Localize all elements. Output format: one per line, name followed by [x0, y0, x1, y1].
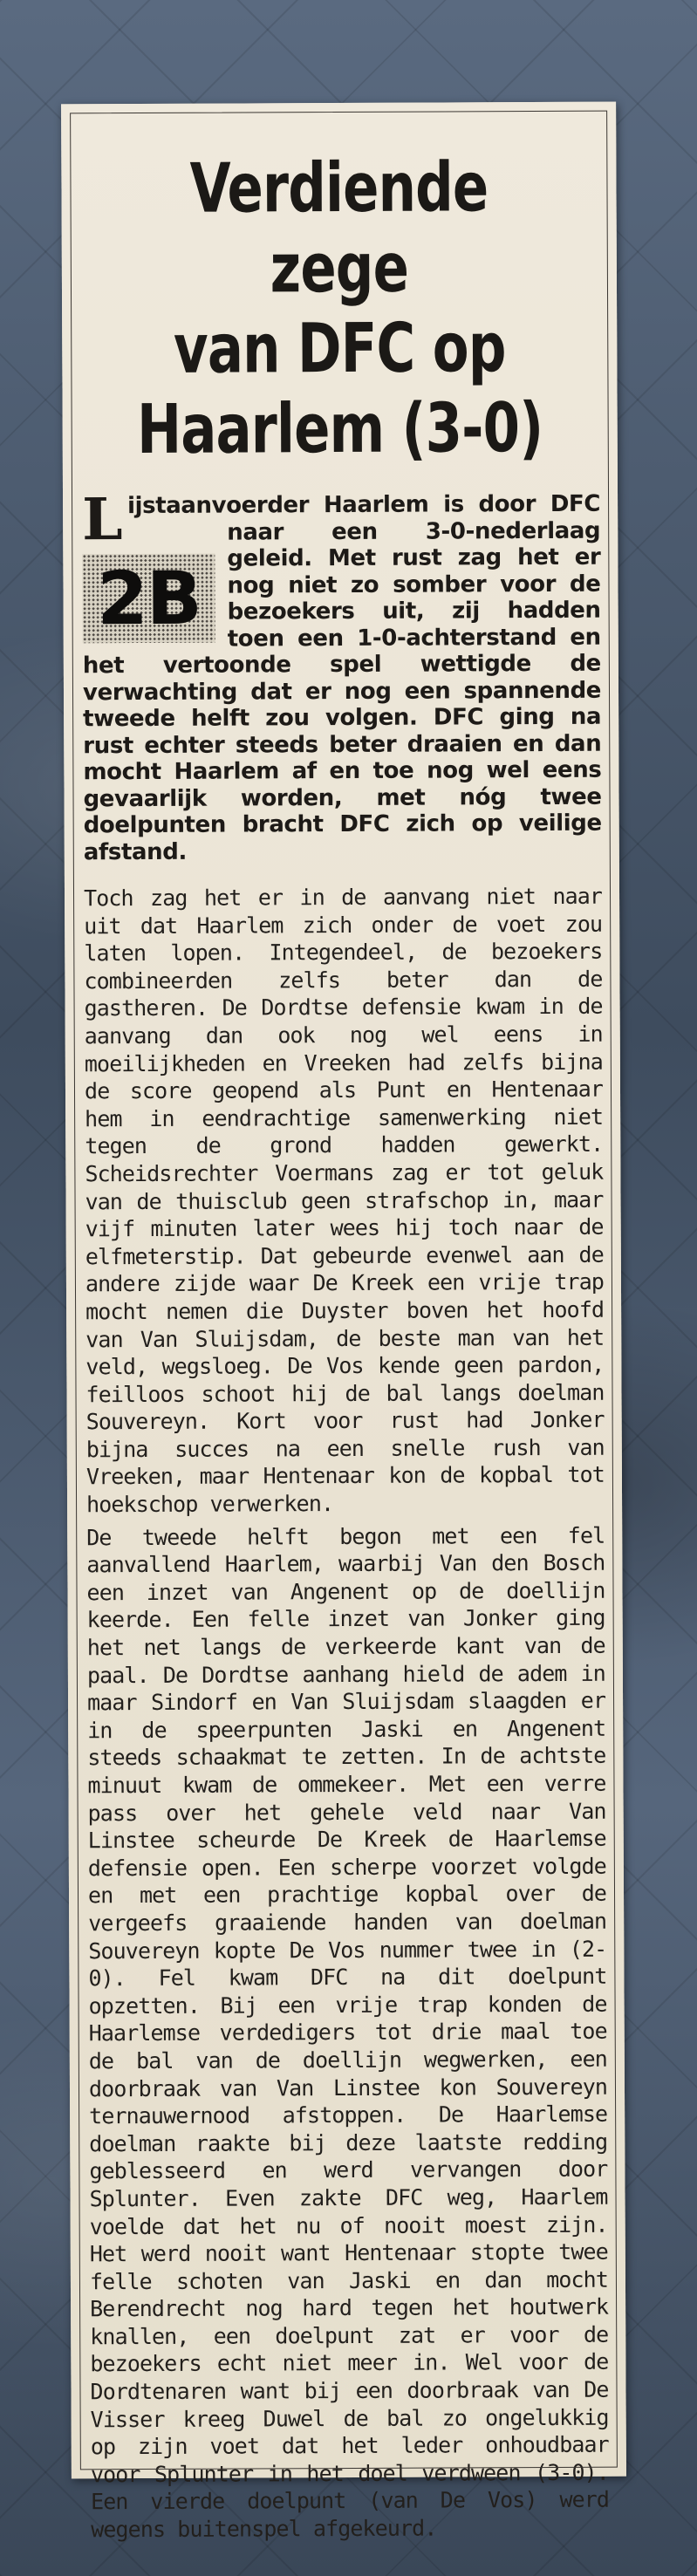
lead-text: ijstaanvoerder Haarlem is door DFC naar een 3-0-nederlaag geleid. Met rust zag het er nog niet zo somber voor de bezoekers uit, zij hadden toen een 1-0-achterstand en het vertoonde spel wettigde de verwachting dat er nog een spannende tweede helft zou volgen. DFC ging na rust echter steeds beter draaien en dan mocht Haarlem af en toe nog wel eens gevaarlijk worden, met nóg twee doelpunten bracht DFC zich op veilige afstand. — [82, 490, 602, 865]
headline-line-1: Verdiende zege — [189, 148, 489, 309]
headline-line-3: Haarlem (3-0) — [136, 388, 543, 470]
newspaper-clipping — [61, 102, 626, 2543]
headline-line-2: van DFC op — [173, 309, 506, 389]
lead-paragraph — [81, 485, 602, 866]
drop-cap: L — [81, 485, 123, 554]
body-paragraph-2: De tweede helft begon met een fel aanvallend Haarlem, waarbij Van den Bosch een inzet van Angenent op de doellijn keerde. Een felle inzet van Jonker ging het net langs de verkeerde kant van de paal. De Dordtse aanhang hield de adem in maar Sindorf en Van Sluijsdam slaagden er in de speerpunten Jaski en Angenent steeds schaakmat te zetten. In de achtste minuut kwam de ommekeer. Met een verre pass over het gehele veld naar Van Linstee scheurde De Kreek de Haarlemse defensie open. Een scherpe voorzet volgde en met een prachtige kopbal over de vergeefs graaiende handen van doelman Souvereyn kopte De Vos nummer twee in (2-0). Fel kwam DFC na dit doelpunt opzetten. Bij een vrije trap konden de Haarlemse verdedigers tot drie maal toe de bal van de doellijn wegwerken, een doorbraak van Van Linstee kon Souvereyn ternauwernood afstoppen. De Haarlemse doelman raakte bij deze laatste redding geblesseerd en werd vervangen door Splunter. Even zakte DFC weg, Haarlem voelde dat het nu of nooit moest zijn. Het werd nooit want Hentenaar stopte twee felle schoten van Jaski en dan mocht Berendrecht nog hard tegen het houtwerk knallen, een doelpunt zat er voor de bezoekers echt niet meer in. Wel voor de Dordtenaren want bij een doorbraak van De Visser kreeg Duwel de bal zo ongelukkig op zijn voet dat het leder onhoudbaar voor Splunter in het doel verdween (3-0). Een vierde doelpunt (van De Vos) werd wegens buitenspel afgekeurd. — [86, 1522, 610, 2543]
headline — [133, 147, 546, 470]
article-body — [84, 883, 609, 2544]
section-badge — [82, 554, 215, 644]
section-badge-label: 2B — [82, 554, 215, 644]
body-paragraph-1: Toch zag het er in de aanvang niet naar uit dat Haarlem zich onder de voet zou laten lopen. Integendeel, de bezoekers combineerden zelfs beter dan de gastheren. De Dordtse defensie kwam in de aanvang dan ook nog wel eens in moeilijkheden en Vreeken had zelfs bijna de score geopend als Punt en Hentenaar hem in eendrachtige samenwerking niet tegen de grond hadden gewerkt. Scheidsrechter Voermans zag er tot geluk van de thuisclub geen strafschop in, maar vijf minuten later wees hij toch naar de elfmeterstip. Dat gebeurde evenwel aan de andere zijde waar De Kreek een vrije trap mocht nemen die Duyster boven het hoofd van Van Sluijsdam, de beste man van het veld, wegsloeg. De Vos kende geen pardon, feilloos schoot hij de bal langs doelman Souvereyn. Kort voor rust had Jonker bijna succes na een snelle rush van Vreeken, maar Hentenaar kon de kopbal tot hoekschop verwerken. — [83, 883, 605, 1518]
